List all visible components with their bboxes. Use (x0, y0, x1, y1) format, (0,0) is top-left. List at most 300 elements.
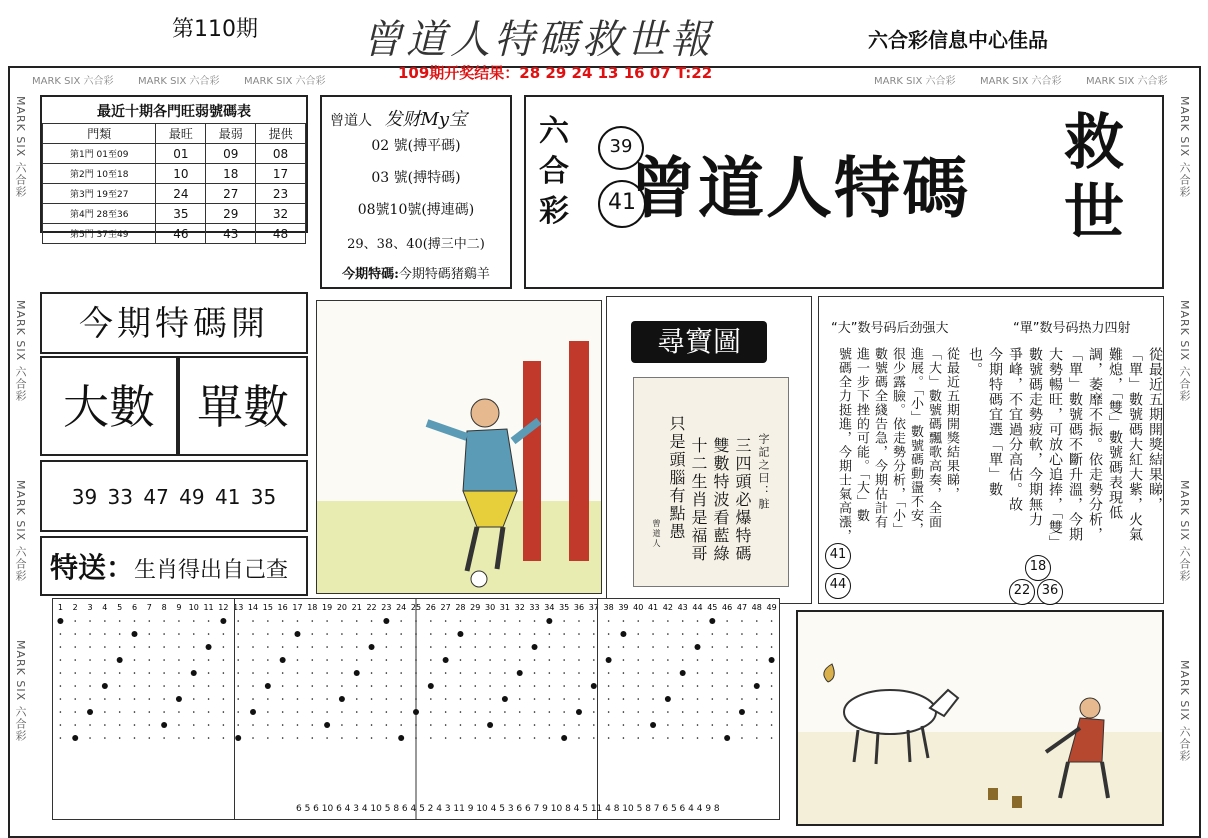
grid-dot (489, 659, 491, 661)
grid-dot (74, 633, 76, 635)
recommended-numbers: 39 33 47 49 41 35 (40, 460, 308, 532)
side-watermark: MARK SIX 六合彩 (1178, 300, 1191, 402)
rank-table (42, 123, 306, 244)
grid-dot (267, 672, 269, 674)
grid-dot (223, 698, 225, 700)
side-watermark: MARK SIX 六合彩 (1178, 480, 1191, 582)
analysis-ball: 18 (1025, 555, 1051, 581)
grid-dot (267, 646, 269, 648)
grid-dot (534, 724, 536, 726)
grid-dot (119, 672, 121, 674)
grid-dot (386, 698, 388, 700)
grid-dot (282, 672, 284, 674)
grid-dot (119, 698, 121, 700)
watermark: MARK SIX 六合彩 (874, 76, 956, 87)
logo-side-title: 救世 (1064, 108, 1124, 248)
grid-dot (371, 633, 373, 635)
grid-dot (369, 644, 375, 650)
grid-dot (489, 646, 491, 648)
grid-dot (726, 672, 728, 674)
grid-dot (712, 698, 714, 700)
analysis-text: 從最近五期開獎結果睇， (1147, 347, 1163, 512)
grid-dot (149, 646, 151, 648)
grid-header-number: 12 (218, 603, 229, 612)
grid-dot (771, 672, 773, 674)
grid-dot (326, 698, 328, 700)
grid-dot (771, 711, 773, 713)
grid-dot (667, 633, 669, 635)
grid-dot (682, 620, 684, 622)
grid-dot (428, 683, 434, 689)
grid-dot (519, 711, 521, 713)
analysis-text: 「單」數號碼大紅大紫，火氣 (1127, 347, 1143, 542)
grid-dot (445, 620, 447, 622)
grid-dot (413, 709, 419, 715)
col-header: 最弱 (206, 124, 256, 144)
grid-dot (771, 698, 773, 700)
grid-dot (371, 672, 373, 674)
grid-dot (430, 646, 432, 648)
grid-dot (650, 722, 656, 728)
grid-dot (726, 685, 728, 687)
grid-dot (134, 737, 136, 739)
cell: 第2門 10至18 (43, 164, 156, 184)
grid-dot (282, 685, 284, 687)
grid-dot (519, 620, 521, 622)
grid-dot (356, 633, 358, 635)
grid-dot (89, 737, 91, 739)
grid-dot (74, 711, 76, 713)
grid-dot (637, 620, 639, 622)
grid-dot (771, 737, 773, 739)
grid-drawing (53, 599, 779, 819)
grid-header-number: 15 (262, 603, 273, 612)
grid-dot (593, 646, 595, 648)
grid-dot (682, 633, 684, 635)
grid-dot (563, 685, 565, 687)
grid-dot (652, 633, 654, 635)
grid-dot (252, 724, 254, 726)
grid-dot (60, 711, 62, 713)
grid-dot (697, 698, 699, 700)
grid-dot (741, 685, 743, 687)
side-watermark: MARK SIX 六合彩 (14, 300, 27, 402)
cell: 第4門 28至36 (43, 204, 156, 224)
grid-dot (119, 685, 121, 687)
grid-header-number: 10 (188, 603, 199, 612)
grid-dot (741, 698, 743, 700)
grid-dot (667, 711, 669, 713)
grid-dot (578, 698, 580, 700)
grid-dot (237, 711, 239, 713)
grid-dot (712, 633, 714, 635)
grid-dot (178, 646, 180, 648)
grid-dot (386, 672, 388, 674)
grid-dot (326, 659, 328, 661)
grid-dot (208, 724, 210, 726)
grid-dot (578, 672, 580, 674)
grid-dot (430, 659, 432, 661)
grid-dot (341, 685, 343, 687)
cell: 46 (156, 224, 206, 244)
grid-dot (400, 646, 402, 648)
grid-dot (652, 711, 654, 713)
grid-header-number: 25 (410, 603, 422, 612)
grid-dot (398, 735, 404, 741)
treasure-title: 尋寶圖 (631, 321, 767, 363)
grid-dot (193, 620, 195, 622)
grid-dot (608, 685, 610, 687)
grid-dot (534, 659, 536, 661)
grid-dot (504, 685, 506, 687)
grid-dot (297, 737, 299, 739)
grid-dot (474, 672, 476, 674)
grid-dot (341, 659, 343, 661)
send-text: 生肖得出自己查 (134, 558, 289, 583)
grid-dot (460, 685, 462, 687)
rank-table-box (40, 95, 308, 241)
grid-header-number: 46 (722, 603, 733, 612)
grid-dot (712, 724, 714, 726)
grid-dot (297, 646, 299, 648)
grid-dot (415, 737, 417, 739)
grid-dot (163, 659, 165, 661)
grid-dot (578, 659, 580, 661)
special-open-left: 大數 (40, 356, 178, 456)
grid-dot (311, 672, 313, 674)
grid-dot (652, 646, 654, 648)
grid-header-number: 49 (766, 603, 777, 612)
grid-dot (724, 735, 730, 741)
grid-dot (324, 722, 330, 728)
grid-dot (623, 711, 625, 713)
grid-dot (252, 685, 254, 687)
grid-dot (489, 685, 491, 687)
treasure-line: 十二生肖是福哥 (689, 437, 708, 563)
cell: 10 (156, 164, 206, 184)
grid-dot (549, 737, 551, 739)
grid-dot (667, 737, 669, 739)
grid-header-number: 47 (736, 603, 748, 612)
grid-dot (608, 620, 610, 622)
grid-dot (267, 724, 269, 726)
issue-number: 第110期 (172, 17, 258, 42)
grid-dot (608, 711, 610, 713)
grid-dot (519, 724, 521, 726)
grid-dot (563, 698, 565, 700)
grid-dot (578, 685, 580, 687)
grid-dot (445, 737, 447, 739)
grid-dot (741, 646, 743, 648)
grid-dot (549, 633, 551, 635)
analysis-ball: 41 (825, 543, 851, 569)
grid-dot (593, 698, 595, 700)
grid-dot (549, 724, 551, 726)
watermark: MARK SIX 六合彩 (32, 76, 114, 87)
logo-ball: 39 (598, 126, 644, 170)
table-row (43, 164, 306, 184)
grid-dot (578, 646, 580, 648)
treasure-line: 雙數特波看藍綠 (711, 437, 730, 563)
grid-dot (652, 620, 654, 622)
tips-author: 曾道人 (330, 113, 372, 129)
col-header: 最旺 (156, 124, 206, 144)
grid-dot (383, 618, 389, 624)
grid-dot (134, 672, 136, 674)
grid-dot (134, 711, 136, 713)
grid-dot (489, 672, 491, 674)
grid-dot (235, 735, 241, 741)
grid-dot (104, 737, 106, 739)
tips-author-line (322, 105, 518, 131)
grid-dot (606, 657, 612, 663)
grid-dot (60, 698, 62, 700)
grid-dot (223, 685, 225, 687)
grid-header-number: 27 (440, 603, 451, 612)
analysis-text: 大勢暢旺，可放心追捧，「雙」 (1047, 347, 1063, 550)
grid-dot (489, 711, 491, 713)
grid-dot (504, 672, 506, 674)
grid-dot (756, 672, 758, 674)
grid-dot (134, 646, 136, 648)
watermark: MARK SIX 六合彩 (1086, 76, 1168, 87)
analysis-text: 很少露臉。依走勢分析，「小」 (890, 347, 905, 537)
grid-dot (237, 659, 239, 661)
grid-dot (252, 737, 254, 739)
farm-illustration (796, 610, 1164, 826)
grid-dot (134, 724, 136, 726)
grid-dot (741, 659, 743, 661)
rank-table-title: 最近十期各門旺弱號碼表 (97, 104, 251, 120)
grid-header-number: 4 (102, 603, 108, 612)
grid-dot (652, 672, 654, 674)
grid-dot (311, 685, 313, 687)
col-header: 提供 (256, 124, 306, 144)
tip-line: 02 號(搏平碼) (371, 138, 461, 154)
grid-dot (578, 737, 580, 739)
grid-dot (163, 646, 165, 648)
grid-dot (341, 711, 343, 713)
grid-header-number: 43 (677, 603, 688, 612)
grid-dot (163, 737, 165, 739)
grid-dot (667, 672, 669, 674)
grid-dot (504, 724, 506, 726)
grid-dot (311, 620, 313, 622)
grid-dot (430, 724, 432, 726)
grid-dot (504, 659, 506, 661)
grid-dot (682, 711, 684, 713)
grid-dot (563, 724, 565, 726)
analysis-text: 數號碼走勢疲軟，今期無力 (1027, 347, 1043, 527)
grid-dot (208, 698, 210, 700)
grid-dot (386, 685, 388, 687)
grid-dot (119, 737, 121, 739)
grid-dot (519, 698, 521, 700)
grid-dot (460, 659, 462, 661)
grid-dot (74, 685, 76, 687)
grid-dot (576, 709, 582, 715)
grid-dot (163, 672, 165, 674)
grid-dot (695, 644, 701, 650)
grid-dot (563, 646, 565, 648)
grid-dot (712, 672, 714, 674)
grid-dot (415, 620, 417, 622)
grid-dot (163, 685, 165, 687)
logo-liuhecai: 六合彩 (539, 114, 569, 229)
grid-dot (474, 685, 476, 687)
grid-dot (400, 698, 402, 700)
grid-dot (60, 672, 62, 674)
analysis-ball: 36 (1037, 579, 1063, 605)
grid-dot (104, 633, 106, 635)
grid-dot (652, 737, 654, 739)
cell: 35 (156, 204, 206, 224)
grid-dot (104, 672, 106, 674)
grid-header-number: 28 (455, 603, 466, 612)
tip-line: 08號10號(搏連碼) (357, 202, 475, 218)
grid-dot (223, 659, 225, 661)
grid-dot (60, 685, 62, 687)
grid-dot (712, 659, 714, 661)
grid-header-number: 29 (470, 603, 481, 612)
grid-header-number: 3 (87, 603, 93, 612)
grid-dot (326, 737, 328, 739)
grid-dot (415, 659, 417, 661)
grid-dot (220, 618, 226, 624)
grid-dot (119, 724, 121, 726)
grid-dot (326, 620, 328, 622)
grid-dot (371, 711, 373, 713)
tips-signature: 发财My宝 (384, 109, 468, 130)
grid-dot (771, 620, 773, 622)
tip-line: 29、38、40(搏三中二) (347, 237, 485, 252)
grid-dot (563, 633, 565, 635)
grid-dot (193, 633, 195, 635)
grid-dot (608, 672, 610, 674)
grid-dot (223, 724, 225, 726)
grid-dot (608, 646, 610, 648)
grid-header-number: 14 (247, 603, 259, 612)
grid-dot (593, 672, 595, 674)
grid-dot (104, 698, 106, 700)
treasure-author: 曾道人 (652, 519, 661, 549)
grid-dot (534, 698, 536, 700)
grid-dot (637, 646, 639, 648)
grid-dot (72, 735, 78, 741)
treasure-map-box (606, 296, 812, 604)
grid-dot (474, 724, 476, 726)
draw-result: 109期开奖结果：28 29 24 13 16 07 T:22 (398, 64, 713, 82)
grid-dot (311, 633, 313, 635)
grid-dot (415, 724, 417, 726)
grid-dot (534, 672, 536, 674)
grid-dot (474, 711, 476, 713)
grid-dot (178, 672, 180, 674)
grid-dot (460, 711, 462, 713)
grid-dot (474, 737, 476, 739)
grid-header-number: 23 (381, 603, 392, 612)
grid-dot (593, 633, 595, 635)
grid-dot (504, 737, 506, 739)
grid-header-number: 38 (603, 603, 614, 612)
grid-dot (549, 698, 551, 700)
grid-dot (193, 685, 195, 687)
grid-dot (712, 737, 714, 739)
grid-dot (667, 724, 669, 726)
publisher-name: 六合彩信息中心佳品 (868, 28, 1048, 52)
special-open-right: 單數 (178, 356, 308, 456)
grid-dot (102, 683, 108, 689)
grid-dot (578, 724, 580, 726)
grid-dot (250, 709, 256, 715)
cell: 32 (256, 204, 306, 224)
grid-dot (517, 670, 523, 676)
grid-dot (356, 685, 358, 687)
grid-dot (297, 659, 299, 661)
cell: 24 (156, 184, 206, 204)
grid-dot (267, 698, 269, 700)
grid-dot (134, 659, 136, 661)
kungfu-drawing (317, 301, 601, 593)
grid-dot (504, 620, 506, 622)
side-watermark: MARK SIX 六合彩 (1178, 96, 1191, 198)
grid-dot (371, 685, 373, 687)
grid-header-number: 39 (618, 603, 629, 612)
grid-dot (89, 633, 91, 635)
analysis-ball: 22 (1009, 579, 1035, 605)
grid-header-number: 24 (396, 603, 407, 612)
grid-header-number: 20 (336, 603, 348, 612)
grid-dot (371, 724, 373, 726)
grid-header-number: 30 (484, 603, 496, 612)
grid-dot (400, 711, 402, 713)
grid-dot (104, 724, 106, 726)
analysis-text: 也。 (967, 347, 983, 377)
grid-header-number: 8 (161, 603, 167, 612)
grid-dot (311, 724, 313, 726)
grid-dot (282, 737, 284, 739)
cell: 第5門 37至49 (43, 224, 156, 244)
grid-dot (608, 724, 610, 726)
grid-dot (60, 724, 62, 726)
grid-dot (430, 711, 432, 713)
grid-dot (237, 633, 239, 635)
grid-dot (326, 672, 328, 674)
grid-dot (400, 659, 402, 661)
grid-dot (608, 737, 610, 739)
grid-dot (608, 633, 610, 635)
grid-dot (193, 659, 195, 661)
grid-dot (445, 685, 447, 687)
grid-dot (400, 620, 402, 622)
grid-dot (519, 737, 521, 739)
analysis-text: 進一步下挫的可能。「大」數 (854, 347, 869, 523)
grid-dot (356, 646, 358, 648)
grid-dot (119, 633, 121, 635)
analysis-heading-odd: “單”数号码热力四射 (1013, 321, 1131, 336)
watermark: MARK SIX 六合彩 (244, 76, 326, 87)
grid-header-number: 42 (662, 603, 673, 612)
grid-dot (534, 620, 536, 622)
treasure-line: 只是頭腦有點愚 (667, 415, 686, 541)
grid-dot (149, 620, 151, 622)
grid-dot (89, 698, 91, 700)
grid-dot (593, 724, 595, 726)
grid-dot (193, 698, 195, 700)
grid-dot (400, 633, 402, 635)
treasure-riddle-title: 字記之曰：脏 (757, 433, 770, 511)
grid-header-number: 21 (351, 603, 362, 612)
